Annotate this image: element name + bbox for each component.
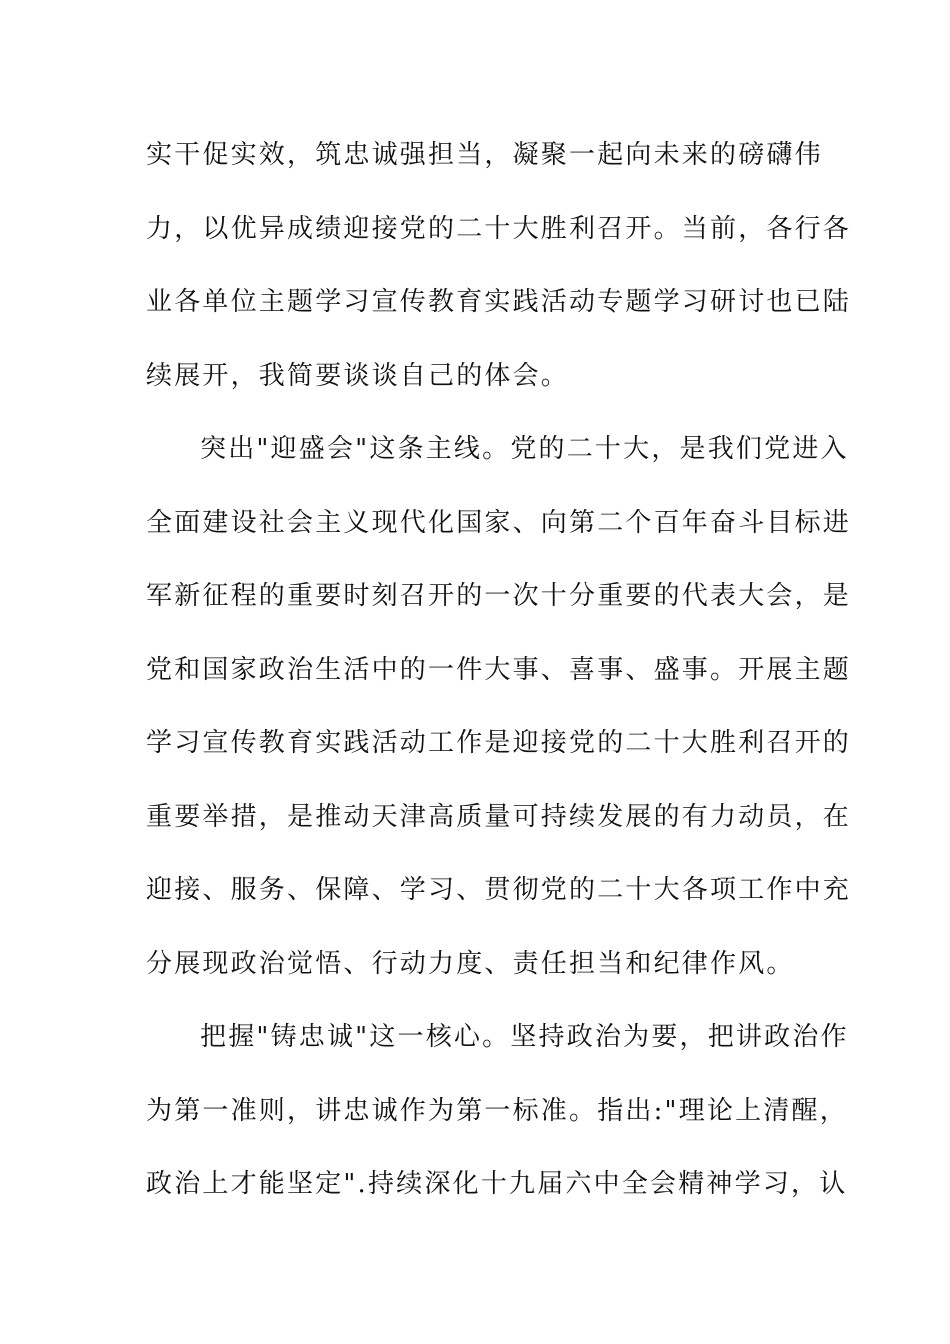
text-line: 政治上才能坚定".持续深化十九届六中全会精神学习，认 — [146, 1169, 848, 1199]
text-line: 学习宣传教育实践活动工作是迎接党的二十大胜利召开的 — [146, 728, 852, 758]
text-line: 迎接、服务、保障、学习、贯彻党的二十大各项工作中充 — [146, 875, 852, 905]
paragraph-first-line: 把握"铸忠诚"这一核心。坚持政治为要，把讲政治作 — [200, 1022, 849, 1052]
text-line: 分展现政治觉悟、行动力度、责任担当和纪律作风。 — [146, 948, 795, 979]
text-line: 实干促实效，筑忠诚强担当，凝聚一起向未来的磅礴伟 — [146, 140, 823, 170]
text-line: 重要举措，是推动天津高质量可持续发展的有力动员，在 — [146, 801, 852, 832]
text-line: 为第一准则，讲忠诚作为第一标准。指出:"理论上清醒， — [146, 1095, 848, 1126]
text-line: 业各单位主题学习宣传教育实践活动专题学习研讨也已陆 — [146, 287, 852, 317]
text-line: 续展开，我简要谈谈自己的体会。 — [146, 360, 570, 391]
body-text — [146, 125, 852, 1228]
paragraph-first-line: 突出"迎盛会"这条主线。党的二十大，是我们党进入 — [200, 434, 849, 464]
text-line: 全面建设社会主义现代化国家、向第二个百年奋斗目标进 — [146, 507, 852, 538]
text-line: 党和国家政治生活中的一件大事、喜事、盛事。开展主题 — [146, 654, 852, 685]
text-line: 军新征程的重要时刻召开的一次十分重要的代表大会，是 — [146, 581, 852, 611]
text-line: 力，以优异成绩迎接党的二十大胜利召开。当前，各行各 — [146, 213, 852, 244]
